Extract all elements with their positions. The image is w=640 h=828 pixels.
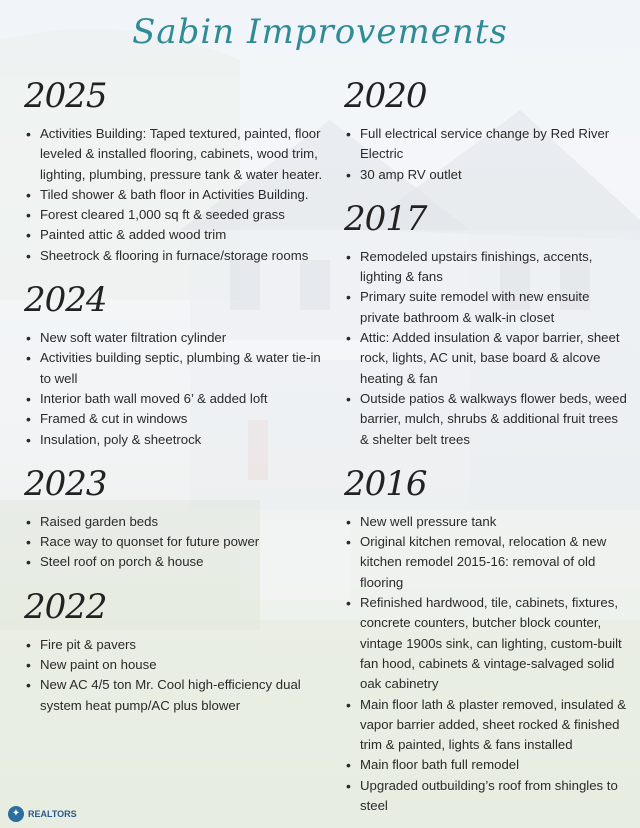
list-item: • Main floor lath & plaster removed, insulated & vapor barrier added, sheet rocked & finished trim & painted, lights & fans installed <box>360 695 628 756</box>
year-heading: 2017 <box>344 198 427 239</box>
list-item: • Sheetrock & flooring in furnace/storage rooms <box>40 246 324 266</box>
list-item: • Upgraded outbuilding’s roof from shingles to steel <box>360 776 628 817</box>
list-item: • Activities Building: Taped textured, painted, floor leveled & installed flooring, cabinets, wood trim, lighting, plumbing, pressure tank & water heater. <box>40 124 324 185</box>
year-heading: 2024 <box>24 280 107 321</box>
logo-text: REALTORS <box>28 809 77 819</box>
improvement-list <box>344 124 628 185</box>
improvement-list <box>24 635 324 716</box>
list-item: • Original kitchen removal, relocation & new kitchen remodel 2015-16: removal of old flooring <box>360 532 628 593</box>
improvement-list <box>24 124 324 266</box>
year-section-2017 <box>344 199 628 450</box>
year-section-2025 <box>24 76 324 266</box>
year-section-2016 <box>344 464 628 816</box>
year-heading: 2023 <box>24 463 107 504</box>
left-column <box>24 76 324 730</box>
list-item: • Steel roof on porch & house <box>40 552 324 572</box>
list-item: • Insulation, poly & sheetrock <box>40 430 324 450</box>
list-item: • 30 amp RV outlet <box>360 165 628 185</box>
improvement-list <box>344 247 628 450</box>
list-item: • Painted attic & added wood trim <box>40 225 324 245</box>
year-section-2022 <box>24 587 324 716</box>
list-item: • Fire pit & pavers <box>40 635 324 655</box>
list-item: • New paint on house <box>40 655 324 675</box>
list-item: • Raised garden beds <box>40 512 324 532</box>
year-heading: 2020 <box>344 76 427 116</box>
list-item: • Remodeled upstairs finishings, accents, lighting & fans <box>360 247 628 288</box>
list-item: • Main floor bath full remodel <box>360 755 628 775</box>
page-title: Sabin Improvements <box>132 12 508 52</box>
list-item: • Refinished hardwood, tile, cabinets, fixtures, concrete counters, butcher block counter, vintage 1900s sink, can lighting, custom-built fan hood, cabinets & vintage-salvaged solid oak cabinetry <box>360 593 628 694</box>
list-item: • Activities building septic, plumbing & water tie-in to well <box>40 348 324 389</box>
list-item: • Framed & cut in windows <box>40 409 324 429</box>
list-item: • Interior bath wall moved 6’ & added loft <box>40 389 324 409</box>
list-item: • Outside patios & walkways flower beds, weed barrier, mulch, shrubs & additional fruit trees & shelter belt trees <box>360 389 628 450</box>
improvement-list <box>344 512 628 816</box>
list-item: • New soft water filtration cylinder <box>40 328 324 348</box>
year-heading: 2022 <box>24 586 107 627</box>
realtors-logo <box>8 806 77 822</box>
year-section-2023 <box>24 464 324 573</box>
list-item: • New AC 4/5 ton Mr. Cool high-efficiency dual system heat pump/AC plus blower <box>40 675 324 716</box>
year-heading: 2025 <box>24 76 107 116</box>
list-item: • Primary suite remodel with new ensuite private bathroom & walk-in closet <box>360 287 628 328</box>
list-item: • New well pressure tank <box>360 512 628 532</box>
improvement-list <box>24 328 324 450</box>
list-item: • Tiled shower & bath floor in Activities Building. <box>40 185 324 205</box>
year-heading: 2016 <box>344 463 427 504</box>
list-item: • Full electrical service change by Red River Electric <box>360 124 628 165</box>
right-column <box>344 76 628 828</box>
year-section-2020 <box>344 76 628 185</box>
year-section-2024 <box>24 280 324 450</box>
list-item: • Attic: Added insulation & vapor barrier, sheet rock, lights, AC unit, base board & alcove heating & fan <box>360 328 628 389</box>
improvement-list <box>24 512 324 573</box>
list-item: • Forest cleared 1,000 sq ft & seeded grass <box>40 205 324 225</box>
list-item: • Race way to quonset for future power <box>40 532 324 552</box>
realtor-logo-icon: ✦ <box>8 806 24 822</box>
